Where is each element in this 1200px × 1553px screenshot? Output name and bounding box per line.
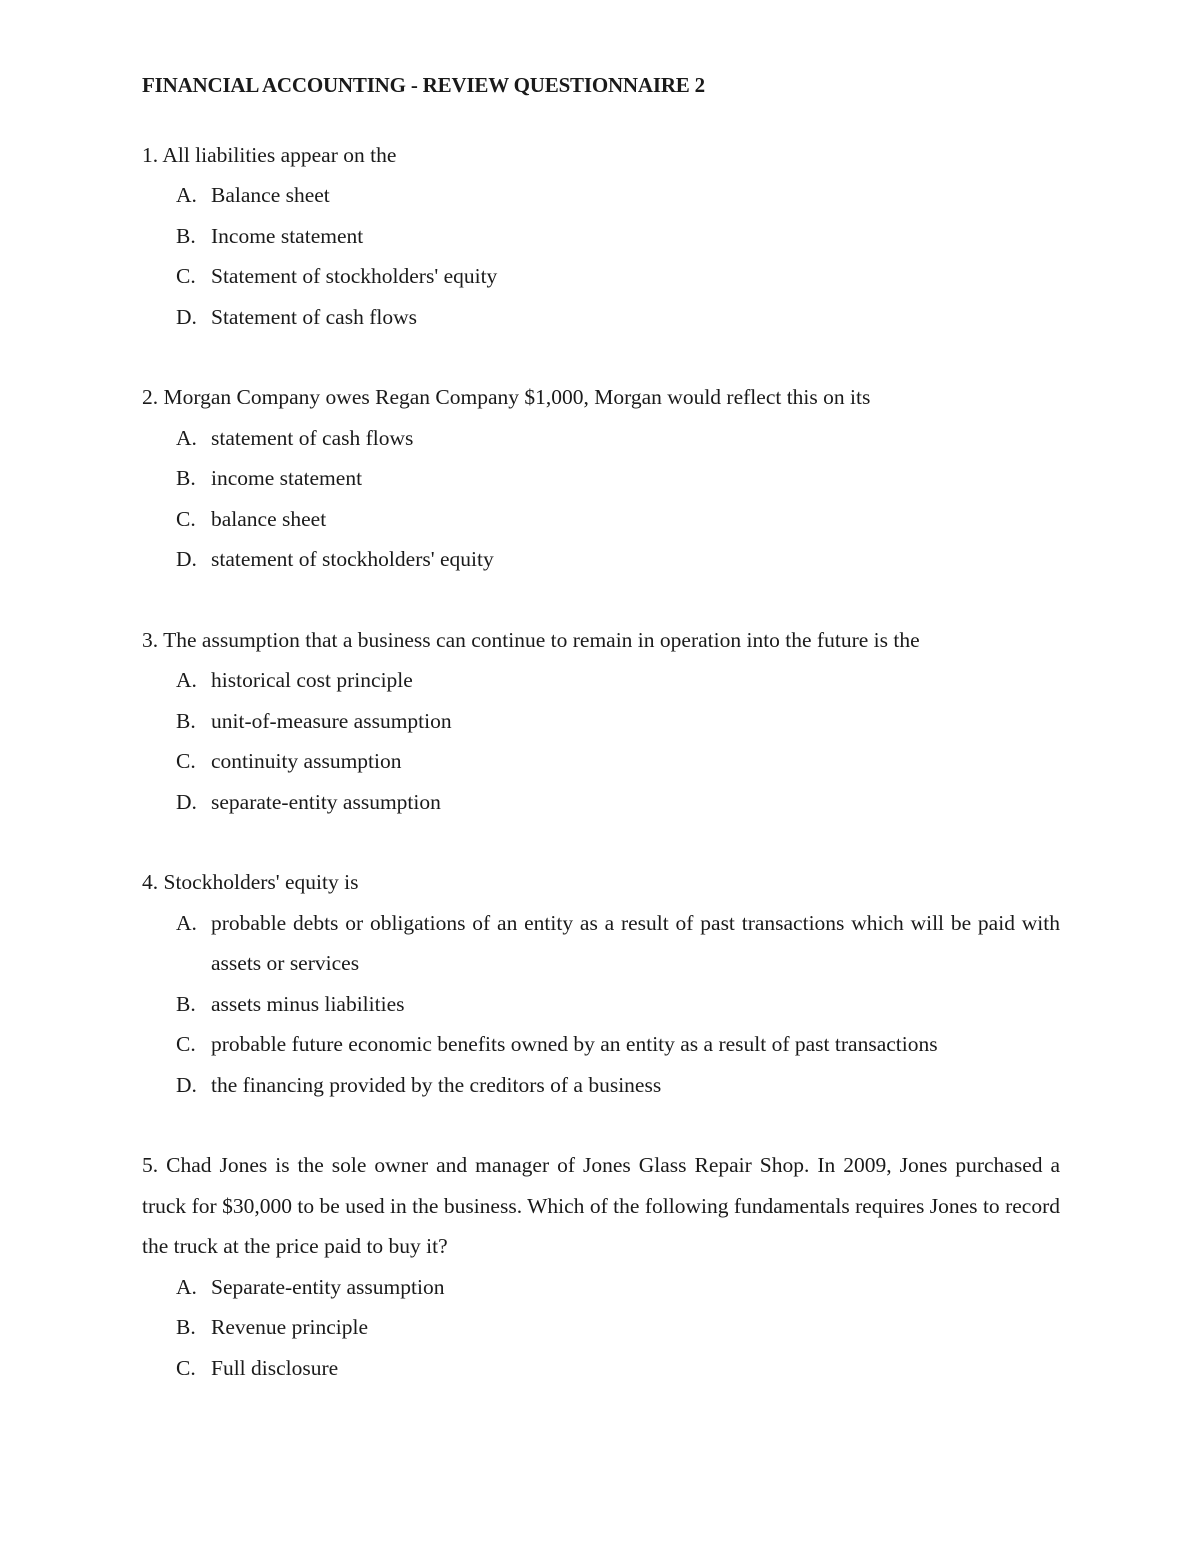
option-letter: B. [176,466,196,490]
option-c [142,741,1060,782]
document-title: FINANCIAL ACCOUNTING - REVIEW QUESTIONNAIRE 2 [142,73,705,97]
option-a [142,175,1060,216]
question-number: 5. [142,1153,159,1177]
option-text: Income statement [211,223,364,248]
option-a [142,1267,1060,1308]
option-list [142,418,1060,580]
option-text: statement of cash flows [211,425,414,450]
option-d [142,297,1060,338]
option-b [142,984,1060,1025]
option-letter: C. [176,749,196,773]
document-page [142,65,1060,1428]
option-text: separate-entity assumption [211,789,441,814]
option-text: Full disclosure [211,1355,339,1380]
question-2 [142,377,1060,580]
option-d [142,1065,1060,1106]
option-text: unit-of-measure assumption [211,708,452,733]
option-letter: B. [176,223,196,248]
option-text: income statement [211,466,363,490]
question-stem [142,135,1060,176]
question-number: 4. [142,870,159,894]
option-a [142,660,1060,701]
question-number: 1. [142,142,159,167]
option-b [142,458,1060,499]
option-d [142,539,1060,580]
option-text: probable debts or obligations of an entity as a result of past transactions which will be paid with assets or services [211,910,1060,975]
option-text: assets minus liabilities [211,991,405,1016]
option-text: Balance sheet [211,183,330,207]
option-letter: D. [176,304,197,329]
question-text: Chad Jones is the sole owner and manager of Jones Glass Repair Shop. In 2009, Jones purchased a truck for $30,000 to be used in the business. Which of the following fundamentals requires Jones to record the truck at the price paid to buy it? [142,1153,1061,1258]
option-letter: B. [176,708,196,733]
option-b [142,216,1060,257]
option-c [142,499,1060,540]
question-stem [142,1145,1060,1267]
option-text: the financing provided by the creditors of a business [211,1072,662,1097]
question-text: Morgan Company owes Regan Company $1,000, Morgan would reflect this on its [163,385,871,409]
option-letter: D. [176,547,197,571]
option-list [142,660,1060,822]
option-list [142,1267,1060,1389]
option-text: Revenue principle [211,1315,369,1339]
question-number: 2. [142,385,159,409]
option-letter: C. [176,1032,196,1056]
question-number: 3. [142,627,159,652]
question-stem [142,620,1060,661]
option-text: Separate-entity assumption [211,1274,445,1299]
question-4 [142,862,1060,1105]
option-letter: D. [176,789,197,814]
option-c [142,1024,1060,1065]
question-text: The assumption that a business can continue to remain in operation into the future is the [163,627,920,652]
option-letter: A. [176,183,197,207]
option-letter: A. [176,668,197,692]
option-list [142,175,1060,337]
option-letter: A. [176,425,197,450]
option-letter: C. [176,506,196,531]
question-stem [142,862,1060,903]
option-text: statement of stockholders' equity [211,547,494,571]
option-c [142,1348,1060,1389]
question-5 [142,1145,1060,1388]
option-text: historical cost principle [211,668,413,692]
option-letter: D. [176,1072,197,1097]
option-b [142,1307,1060,1348]
option-letter: A. [176,1274,197,1299]
option-letter: B. [176,991,196,1016]
option-letter: A. [176,910,197,935]
option-text: Statement of cash flows [211,304,417,329]
question-text: All liabilities appear on the [162,142,397,167]
option-text: probable future economic benefits owned by an entity as a result of past transactions [211,1032,938,1056]
option-a [142,418,1060,459]
option-text: Statement of stockholders' equity [211,264,498,288]
question-stem [142,377,1060,418]
option-letter: C. [176,264,196,288]
option-list [142,903,1060,1106]
question-1 [142,135,1060,338]
question-text: Stockholders' equity is [163,870,359,894]
option-d [142,782,1060,823]
option-c [142,256,1060,297]
option-a [142,903,1060,984]
question-3 [142,620,1060,823]
option-text: balance sheet [211,506,327,531]
option-letter: C. [176,1355,196,1380]
option-text: continuity assumption [211,749,402,773]
option-b [142,701,1060,742]
option-letter: B. [176,1315,196,1339]
